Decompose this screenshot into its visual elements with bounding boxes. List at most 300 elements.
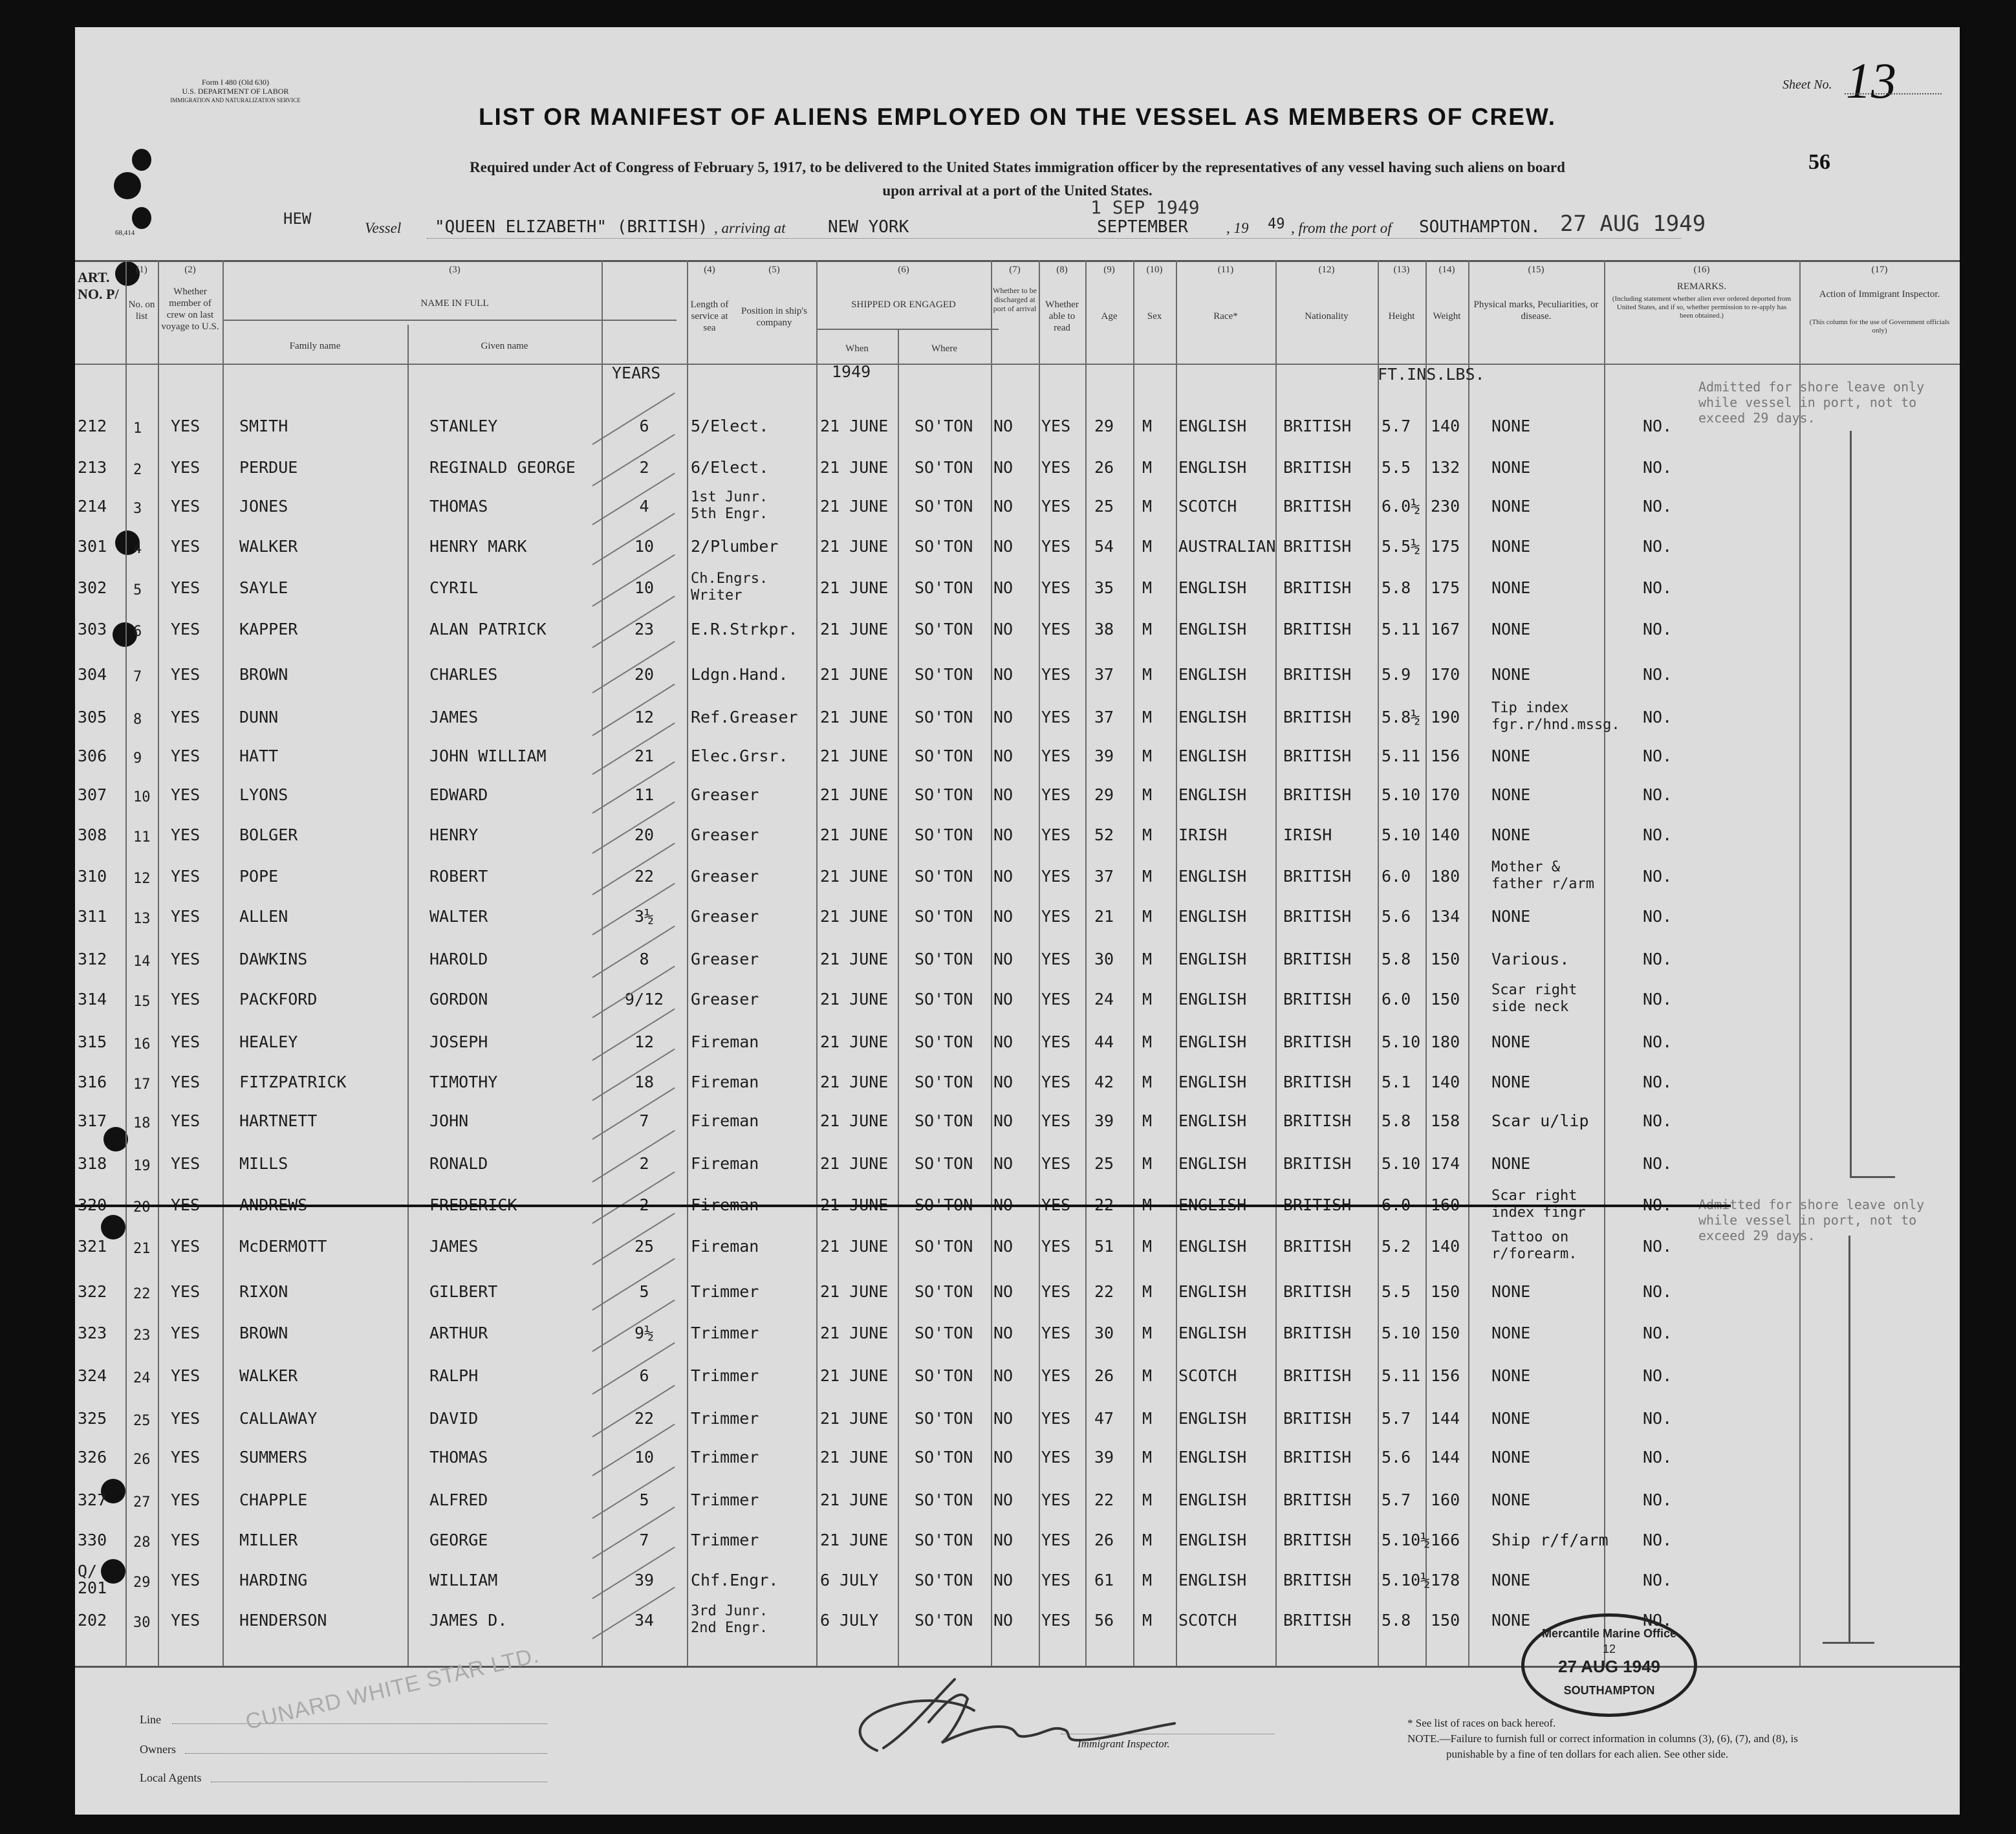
row-race: SCOTCH (1178, 1611, 1237, 1630)
row-nationality: BRITISH (1283, 785, 1352, 804)
row-given-name: ALFRED (429, 1490, 488, 1509)
row-sex: M (1142, 1154, 1153, 1173)
row-race: ENGLISH (1178, 1448, 1247, 1467)
row-race: ENGLISH (1178, 665, 1247, 684)
col16-sublabel: (Including statement whether alien ever ordered deported from United States, and if so, whether permission to re-apply has been obtained.) (1612, 295, 1792, 320)
row-article-number: 315 (78, 1032, 107, 1051)
company-stamp: CUNARD WHITE STAR LTD. (243, 1643, 542, 1735)
row-article-number: 307 (78, 785, 107, 804)
row-crew-member: YES (171, 1111, 201, 1130)
fine-note-line-2: punishable by a fine of ten dollars for each alien. See other side. (1446, 1748, 1729, 1760)
row-service-length: 9/12 (624, 990, 664, 1009)
row-nationality: BRITISH (1283, 1195, 1352, 1214)
row-age: 56 (1094, 1611, 1114, 1630)
manifest-sheet (75, 27, 1960, 1815)
row-service-length: 11 (634, 785, 655, 804)
col3-label: NAME IN FULL (420, 298, 489, 309)
row-discharged: NO (993, 950, 1013, 968)
row-race: ENGLISH (1178, 867, 1247, 886)
service-name: IMMIGRATION AND NATURALIZATION SERVICE (170, 97, 301, 104)
row-list-number: 2 (133, 462, 142, 478)
row-age: 37 (1094, 665, 1114, 684)
row-able-to-read: YES (1041, 1195, 1071, 1214)
row-shipped-when: 21 JUNE (820, 1073, 889, 1091)
row-given-name: TIMOTHY (429, 1073, 498, 1091)
row-crew-member: YES (171, 1195, 201, 1214)
row-family-name: FITZPATRICK (239, 1073, 347, 1091)
row-shipped-where: SO'TON (915, 747, 973, 765)
row-discharged: NO (993, 825, 1013, 844)
row-physical-marks: Various. (1491, 950, 1570, 968)
row-height: 5.7 (1382, 1409, 1411, 1428)
row-service-length: 7 (639, 1531, 649, 1549)
row-age: 26 (1094, 458, 1114, 477)
row-sex: M (1142, 665, 1153, 684)
row-discharged: NO (993, 867, 1013, 886)
row-given-name: HENRY (429, 825, 479, 844)
table-row (75, 1144, 1960, 1184)
row-family-name: JONES (239, 497, 288, 516)
row-crew-member: YES (171, 1237, 201, 1256)
row-given-name: JAMES (429, 708, 479, 726)
row-service-length: 20 (634, 665, 655, 684)
col6-label: SHIPPED OR ENGAGED (851, 300, 956, 310)
col8-number: (8) (1056, 265, 1068, 275)
row-weight: 150 (1431, 1282, 1460, 1301)
table-row (75, 1185, 1960, 1225)
row-sex: M (1142, 537, 1153, 556)
row-service-length: 2 (639, 1195, 649, 1214)
arriving-port: NEW YORK (828, 217, 909, 237)
col14-label: Weight (1433, 311, 1461, 322)
row-article-number: 212 (78, 417, 107, 435)
strike-through-line (75, 1205, 1731, 1207)
table-row (75, 609, 1960, 650)
row-list-number: 30 (133, 1615, 151, 1631)
row-position: Greaser (691, 990, 759, 1009)
row-remarks: NO. (1643, 747, 1673, 765)
row-able-to-read: YES (1041, 785, 1071, 804)
row-crew-member: YES (171, 1154, 201, 1173)
row-shipped-when: 21 JUNE (820, 1531, 889, 1549)
row-able-to-read: YES (1041, 1073, 1071, 1091)
row-shipped-when: 6 JULY (820, 1571, 879, 1589)
row-shipped-where: SO'TON (915, 620, 973, 639)
row-race: IRISH (1178, 825, 1228, 844)
row-family-name: McDERMOTT (239, 1237, 327, 1256)
row-family-name: ALLEN (239, 907, 288, 926)
row-list-number: 22 (133, 1286, 151, 1302)
table-row (75, 1399, 1960, 1439)
row-article-number: 325 (78, 1409, 107, 1428)
row-shipped-where: SO'TON (915, 417, 973, 435)
row-able-to-read: YES (1041, 990, 1071, 1009)
row-able-to-read: YES (1041, 1366, 1071, 1385)
row-sex: M (1142, 1324, 1153, 1342)
row-discharged: NO (993, 1490, 1013, 1509)
row-crew-member: YES (171, 1324, 201, 1342)
row-crew-member: YES (171, 1531, 201, 1549)
art-no-header: ART. NO. P/ (78, 269, 119, 302)
col3-number: (3) (449, 265, 461, 275)
row-article-number: 305 (78, 708, 107, 726)
col14-number: (14) (1438, 265, 1455, 275)
row-list-number: 29 (133, 1575, 151, 1591)
row-discharged: NO (993, 1073, 1013, 1091)
row-crew-member: YES (171, 708, 201, 726)
row-remarks: NO. (1643, 578, 1673, 597)
row-height: 5.8½ (1382, 708, 1421, 726)
row-position: Greaser (691, 950, 759, 968)
row-family-name: RIXON (239, 1282, 288, 1301)
row-remarks: NO. (1643, 458, 1673, 477)
row-nationality: BRITISH (1283, 867, 1352, 886)
row-able-to-read: YES (1041, 1324, 1071, 1342)
row-physical-marks: NONE (1491, 1571, 1531, 1589)
row-sex: M (1142, 1237, 1153, 1256)
col9-label: Age (1101, 311, 1118, 322)
row-list-number: 14 (133, 954, 151, 970)
row-position: 2/Plumber (691, 537, 779, 556)
row-weight: 180 (1431, 1032, 1460, 1051)
row-article-number: 316 (78, 1073, 107, 1091)
row-shipped-where: SO'TON (915, 1366, 973, 1385)
col8-label: Whether able to read (1045, 300, 1079, 333)
row-age: 22 (1094, 1490, 1114, 1509)
row-article-number: 306 (78, 747, 107, 765)
row-given-name: EDWARD (429, 785, 488, 804)
local-agents-label: Local Agents (140, 1771, 202, 1784)
row-age: 61 (1094, 1571, 1114, 1589)
row-sex: M (1142, 417, 1153, 435)
row-article-number: 330 (78, 1531, 107, 1549)
row-given-name: DAVID (429, 1409, 479, 1428)
row-height: 5.11 (1382, 747, 1421, 765)
row-list-number: 17 (133, 1076, 151, 1093)
row-race: ENGLISH (1178, 1531, 1247, 1549)
col10-label: Sex (1147, 311, 1162, 322)
row-discharged: NO (993, 458, 1013, 477)
row-shipped-when: 21 JUNE (820, 785, 889, 804)
col2-label: Whether member of crew on last voyage to U.S. (161, 287, 219, 332)
row-able-to-read: YES (1041, 1490, 1071, 1509)
row-able-to-read: YES (1041, 1237, 1071, 1256)
row-sex: M (1142, 1282, 1153, 1301)
row-height: 5.6 (1382, 907, 1411, 926)
row-able-to-read: YES (1041, 867, 1071, 886)
row-position: Greaser (691, 825, 759, 844)
row-race: ENGLISH (1178, 578, 1247, 597)
row-age: 37 (1094, 708, 1114, 726)
row-weight: 166 (1431, 1531, 1460, 1549)
row-shipped-when: 21 JUNE (820, 665, 889, 684)
row-physical-marks: Scar u/lip (1491, 1111, 1589, 1130)
row-weight: 156 (1431, 747, 1460, 765)
row-race: ENGLISH (1178, 950, 1247, 968)
row-shipped-where: SO'TON (915, 907, 973, 926)
row-able-to-read: YES (1041, 665, 1071, 684)
row-height: 5.7 (1382, 1490, 1411, 1509)
table-row (75, 1227, 1960, 1267)
department: U.S. DEPARTMENT OF LABOR (182, 87, 289, 96)
serial-56: 56 (1808, 150, 1830, 174)
row-list-number: 12 (133, 871, 151, 887)
row-discharged: NO (993, 620, 1013, 639)
row-service-length: 5 (639, 1282, 649, 1301)
row-race: ENGLISH (1178, 785, 1247, 804)
row-family-name: WALKER (239, 1366, 298, 1385)
row-remarks: NO. (1643, 1032, 1673, 1051)
row-shipped-when: 21 JUNE (820, 825, 889, 844)
table-row (75, 568, 1960, 608)
row-remarks: NO. (1643, 907, 1673, 926)
row-family-name: LYONS (239, 785, 288, 804)
row-weight: 132 (1431, 458, 1460, 477)
row-nationality: BRITISH (1283, 1531, 1352, 1549)
sheet-number: 13 (1846, 52, 1896, 109)
row-physical-marks: NONE (1491, 1448, 1531, 1467)
row-sex: M (1142, 1195, 1153, 1214)
row-weight: 150 (1431, 1611, 1460, 1630)
row-position: Trimmer (691, 1366, 759, 1385)
row-shipped-when: 21 JUNE (820, 867, 889, 886)
row-weight: 144 (1431, 1409, 1460, 1428)
row-list-number: 8 (133, 712, 142, 728)
row-physical-marks: NONE (1491, 1032, 1531, 1051)
row-shipped-when: 21 JUNE (820, 458, 889, 477)
row-shipped-when: 21 JUNE (820, 578, 889, 597)
row-article-number: 320 (78, 1195, 107, 1214)
row-family-name: SAYLE (239, 578, 288, 597)
row-list-number: 26 (133, 1452, 151, 1468)
row-discharged: NO (993, 747, 1013, 765)
row-article-number: 324 (78, 1366, 107, 1385)
row-position: Fireman (691, 1111, 759, 1130)
row-service-length: 21 (634, 747, 655, 765)
row-service-length: 25 (634, 1237, 655, 1256)
fine-note-line-1: NOTE.—Failure to furnish full or correct information in columns (3), (6), (7), and (8), is (1407, 1732, 1798, 1745)
row-nationality: BRITISH (1283, 1154, 1352, 1173)
row-article-number: 301 (78, 537, 107, 556)
row-weight: 140 (1431, 1237, 1460, 1256)
row-discharged: NO (993, 907, 1013, 926)
form-number: Form I 480 (Old 630) (202, 78, 269, 87)
row-position: Fireman (691, 1032, 759, 1051)
row-sex: M (1142, 1073, 1153, 1091)
form-number-block (158, 78, 313, 105)
row-family-name: SUMMERS (239, 1448, 308, 1467)
row-remarks: NO. (1643, 665, 1673, 684)
row-height: 5.5 (1382, 1282, 1411, 1301)
row-service-length: 20 (634, 825, 655, 844)
col4-label: Length of service at sea (690, 300, 729, 333)
row-service-length: 34 (634, 1611, 655, 1630)
row-race: ENGLISH (1178, 990, 1247, 1009)
row-race: AUSTRALIAN (1178, 537, 1276, 556)
row-list-number: 15 (133, 994, 151, 1010)
row-shipped-where: SO'TON (915, 1409, 973, 1428)
row-discharged: NO (993, 1366, 1013, 1385)
row-shipped-where: SO'TON (915, 458, 973, 477)
shore-leave-note: Admitted for shore leave only while vessel in port, not to exceed 29 days. (1698, 1197, 1925, 1243)
departure-port: SOUTHAMPTON. (1419, 217, 1541, 237)
row-able-to-read: YES (1041, 1571, 1071, 1589)
row-crew-member: YES (171, 1611, 201, 1630)
row-remarks: NO. (1643, 1111, 1673, 1130)
given-name-header: Given name (481, 341, 528, 351)
table-row (75, 1062, 1960, 1102)
arrival-year: 49 (1268, 216, 1285, 232)
row-service-length: 3½ (634, 907, 655, 926)
row-given-name: JOHN (429, 1111, 469, 1130)
row-remarks: NO. (1643, 1490, 1673, 1509)
row-race: ENGLISH (1178, 1032, 1247, 1051)
row-race: ENGLISH (1178, 1409, 1247, 1428)
table-row (75, 897, 1960, 937)
row-given-name: REGINALD GEORGE (429, 458, 576, 477)
row-race: ENGLISH (1178, 458, 1247, 477)
col11-number: (11) (1217, 265, 1234, 275)
row-discharged: NO (993, 1611, 1013, 1630)
row-physical-marks: NONE (1491, 620, 1531, 639)
row-position: Fireman (691, 1195, 759, 1214)
row-sex: M (1142, 747, 1153, 765)
vessel-line-rule (427, 238, 1682, 239)
row-crew-member: YES (171, 747, 201, 765)
row-family-name: WALKER (239, 537, 298, 556)
row-family-name: DUNN (239, 708, 279, 726)
row-race: ENGLISH (1178, 1195, 1247, 1214)
row-position: Trimmer (691, 1409, 759, 1428)
row-able-to-read: YES (1041, 417, 1071, 435)
row-given-name: ROBERT (429, 867, 488, 886)
row-given-name: RALPH (429, 1366, 479, 1385)
row-shipped-when: 21 JUNE (820, 1409, 889, 1428)
row-remarks: NO. (1643, 497, 1673, 516)
row-position: 1st Junr. 5th Engr. (691, 489, 768, 522)
row-family-name: CALLAWAY (239, 1409, 318, 1428)
row-age: 22 (1094, 1282, 1114, 1301)
row-list-number: 9 (133, 750, 142, 767)
row-physical-marks: NONE (1491, 1490, 1531, 1509)
row-shipped-where: SO'TON (915, 1282, 973, 1301)
row-remarks: NO. (1643, 620, 1673, 639)
row-weight: 170 (1431, 665, 1460, 684)
col6-number: (6) (898, 265, 909, 275)
row-remarks: NO. (1643, 1237, 1673, 1256)
row-race: ENGLISH (1178, 1237, 1247, 1256)
row-able-to-read: YES (1041, 537, 1071, 556)
row-nationality: BRITISH (1283, 665, 1352, 684)
vessel-label: Vessel (365, 220, 402, 236)
arrival-stamp-date: 1 SEP 1949 (1090, 197, 1200, 218)
row-sex: M (1142, 1111, 1153, 1130)
table-row (75, 1560, 1960, 1600)
row-age: 22 (1094, 1195, 1114, 1214)
row-position: Trimmer (691, 1324, 759, 1342)
row-weight: 170 (1431, 785, 1460, 804)
row-able-to-read: YES (1041, 950, 1071, 968)
row-weight: 140 (1431, 825, 1460, 844)
row-position: Elec.Grsr. (691, 747, 788, 765)
row-weight: 150 (1431, 990, 1460, 1009)
row-height: 5.10 (1382, 1032, 1421, 1051)
arriving-label: , arriving at (714, 220, 786, 236)
row-physical-marks: NONE (1491, 747, 1531, 765)
row-physical-marks: Tip index fgr.r/hnd.mssg. (1491, 700, 1620, 733)
row-service-length: 39 (634, 1571, 655, 1589)
row-shipped-when: 21 JUNE (820, 1111, 889, 1130)
row-shipped-when: 21 JUNE (820, 537, 889, 556)
row-article-number: 312 (78, 950, 107, 968)
row-physical-marks: NONE (1491, 665, 1531, 684)
row-height: 5.8 (1382, 950, 1411, 968)
row-physical-marks: NONE (1491, 907, 1531, 926)
row-position: Fireman (691, 1154, 759, 1173)
row-sex: M (1142, 620, 1153, 639)
row-sex: M (1142, 990, 1153, 1009)
row-article-number: 323 (78, 1324, 107, 1342)
row-age: 29 (1094, 785, 1114, 804)
row-physical-marks: NONE (1491, 1366, 1531, 1385)
row-position: Ldgn.Hand. (691, 665, 788, 684)
row-age: 30 (1094, 950, 1114, 968)
row-shipped-where: SO'TON (915, 1195, 973, 1214)
row-discharged: NO (993, 1195, 1013, 1214)
row-service-length: 2 (639, 1154, 649, 1173)
row-shipped-where: SO'TON (915, 785, 973, 804)
inspector-bracket (1823, 1642, 1874, 1644)
row-family-name: HENDERSON (239, 1611, 327, 1630)
row-service-length: 6 (639, 417, 649, 435)
row-height: 5.11 (1382, 620, 1421, 639)
row-able-to-read: YES (1041, 1111, 1071, 1130)
row-given-name: GILBERT (429, 1282, 498, 1301)
col13-number: (13) (1393, 265, 1410, 275)
row-shipped-where: SO'TON (915, 578, 973, 597)
row-article-number: 317 (78, 1111, 107, 1130)
row-article-number: 321 (78, 1237, 107, 1256)
col7-label: Whether to be discharged at port of arrival (993, 286, 1037, 313)
name-subheader-rule (224, 320, 677, 321)
row-service-length: 10 (634, 1448, 655, 1467)
row-given-name: WALTER (429, 907, 488, 926)
row-shipped-when: 21 JUNE (820, 417, 889, 435)
row-height: 6.0 (1382, 867, 1411, 886)
row-crew-member: YES (171, 825, 201, 844)
row-given-name: GEORGE (429, 1531, 488, 1549)
row-given-name: CYRIL (429, 578, 479, 597)
row-position: Chf.Engr. (691, 1571, 779, 1589)
table-row (75, 527, 1960, 567)
row-shipped-where: SO'TON (915, 665, 973, 684)
table-row (75, 1356, 1960, 1396)
row-physical-marks: NONE (1491, 825, 1531, 844)
row-remarks: NO. (1643, 1324, 1673, 1342)
row-physical-marks: NONE (1491, 417, 1531, 435)
row-race: ENGLISH (1178, 1154, 1247, 1173)
row-shipped-when: 21 JUNE (820, 747, 889, 765)
row-nationality: BRITISH (1283, 708, 1352, 726)
row-family-name: HEALEY (239, 1032, 298, 1051)
row-age: 51 (1094, 1237, 1114, 1256)
row-weight: 150 (1431, 1324, 1460, 1342)
row-able-to-read: YES (1041, 825, 1071, 844)
stamp-number: 12 (1602, 1643, 1616, 1655)
row-able-to-read: YES (1041, 1154, 1071, 1173)
row-family-name: HATT (239, 747, 279, 765)
row-given-name: STANLEY (429, 417, 498, 435)
